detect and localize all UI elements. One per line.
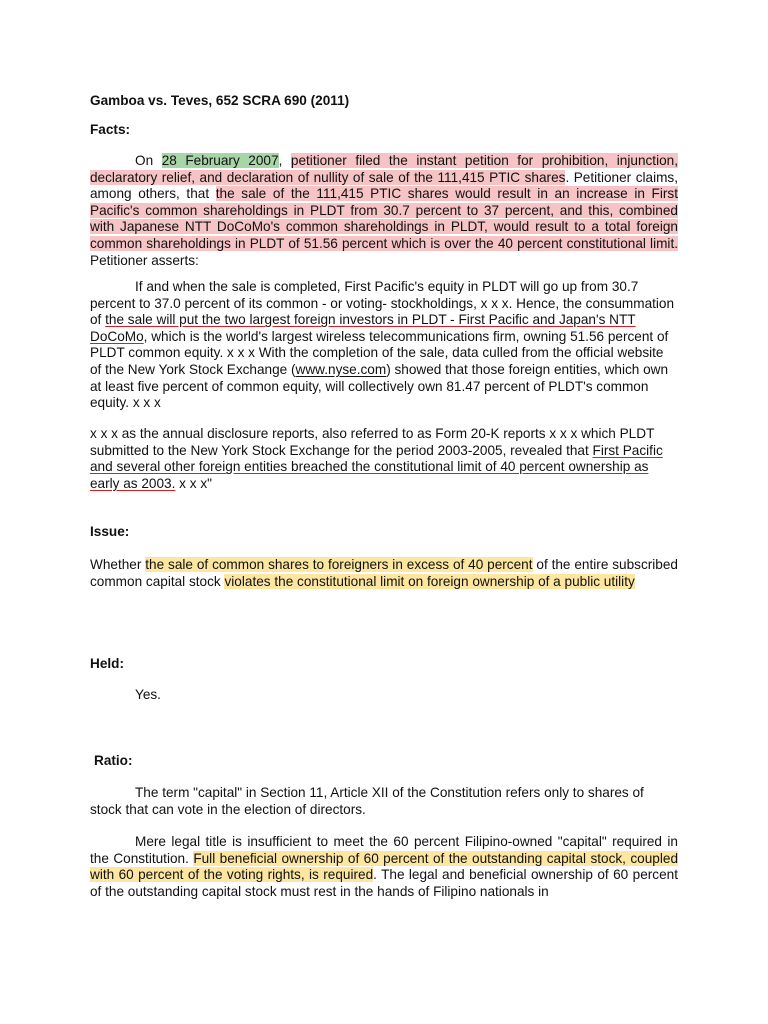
facts-paragraph xyxy=(90,153,678,269)
facts-heading: Facts: xyxy=(90,122,131,137)
text-run: of the entire subscribed common capital stock xyxy=(90,557,678,589)
ratio-highlight: Full beneficial ownership of 60 percent of the outstanding capital stock, coupled with 60 percent of the voting rights, is required xyxy=(90,850,678,883)
held-answer: Yes. xyxy=(135,687,161,702)
quote-paragraph-1 xyxy=(90,279,678,412)
text-run: On xyxy=(135,153,162,168)
issue-paragraph xyxy=(90,557,678,590)
text-run: . The legal and beneficial ownership of 60 percent of the outstanding capital stock must rest in the hands of Filipino nationals in xyxy=(90,867,678,899)
breach-underline: First Pacific and several other foreign entities breached the constitutional limit of 40 percent ownership as early as 2003. xyxy=(90,442,663,491)
held-heading: Held: xyxy=(90,656,124,671)
date-highlight: 28 February 2007 xyxy=(161,153,279,168)
issue-heading: Issue: xyxy=(90,524,130,539)
text-run: ) showed that those foreign entities, which own at least five percent of common equity, will collectively own 81.47 percent of PLDT's common equity. x x x xyxy=(90,361,669,411)
text-run: Whether xyxy=(90,557,146,572)
text-run: , xyxy=(278,153,291,168)
issue-highlight-2: violates the constitutional limit on foreign ownership of a public utility xyxy=(224,573,635,589)
ratio-paragraph-1: The term "capital" in Section 11, Article XII of the Constitution refers only to shares of stock that can vote in the election of directors. xyxy=(90,785,644,817)
text-run: x x x" xyxy=(175,475,212,491)
ratio-heading: Ratio: xyxy=(94,753,133,768)
quote-paragraph-2 xyxy=(90,426,678,492)
text-run: Mere legal title is insufficient to meet the 60 percent Filipino-owned "capital" required in the Constitution. xyxy=(90,834,678,866)
text-run: Petitioner asserts: xyxy=(90,252,199,268)
nyse-link[interactable]: www.nyse.com xyxy=(295,361,387,377)
case-title: Gamboa vs. Teves, 652 SCRA 690 (2011) xyxy=(90,93,350,108)
text-run: , which is the world's largest wireless telecommunications firm, owning 51.56 percent of PLDT common equity. x x x With the completion of the sale, data culled from the official website of the New York Stock Exchange ( xyxy=(90,328,669,377)
text-run: If and when the sale is completed, First Pacific's equity in PLDT will go up from 30.7 percent to 37.0 percent of its common - or voting- stockholdings, x x x. Hence, the consummation of xyxy=(90,279,675,328)
sale-underline: the sale will put the two largest foreign investors in PLDT - First Pacific and Japan's NTT DoCoMo xyxy=(90,312,636,344)
text-run: x x x as the annual disclosure reports, also referred to as Form 20-K reports x x x which PLDT submitted to the New York Stock Exchange for the period 2003-2005, revealed that xyxy=(90,426,655,458)
petition-highlight: petitioner filed the instant petition for prohibition, injunction, declaratory relief, and declaration of nullity of sale of the 111,415 PTIC shares xyxy=(90,153,678,185)
ratio-paragraph-2 xyxy=(90,834,678,900)
issue-highlight-1: the sale of common shares to foreigners in excess of 40 percent xyxy=(145,557,533,572)
text-run: . Petitioner claims, among others, that xyxy=(90,169,678,202)
claim-highlight: the sale of the 111,415 PTIC shares would result in an increase in First Pacific's common shareholdings in PLDT from 30.7 percent to 37 percent, and this, combined with Japanese NTT DoCoMo's common shareholdings in PLDT, would result to a total foreign common shareholdings in PLDT of 51.56 percent which is over the 40 percent constitutional limit. xyxy=(90,186,678,251)
